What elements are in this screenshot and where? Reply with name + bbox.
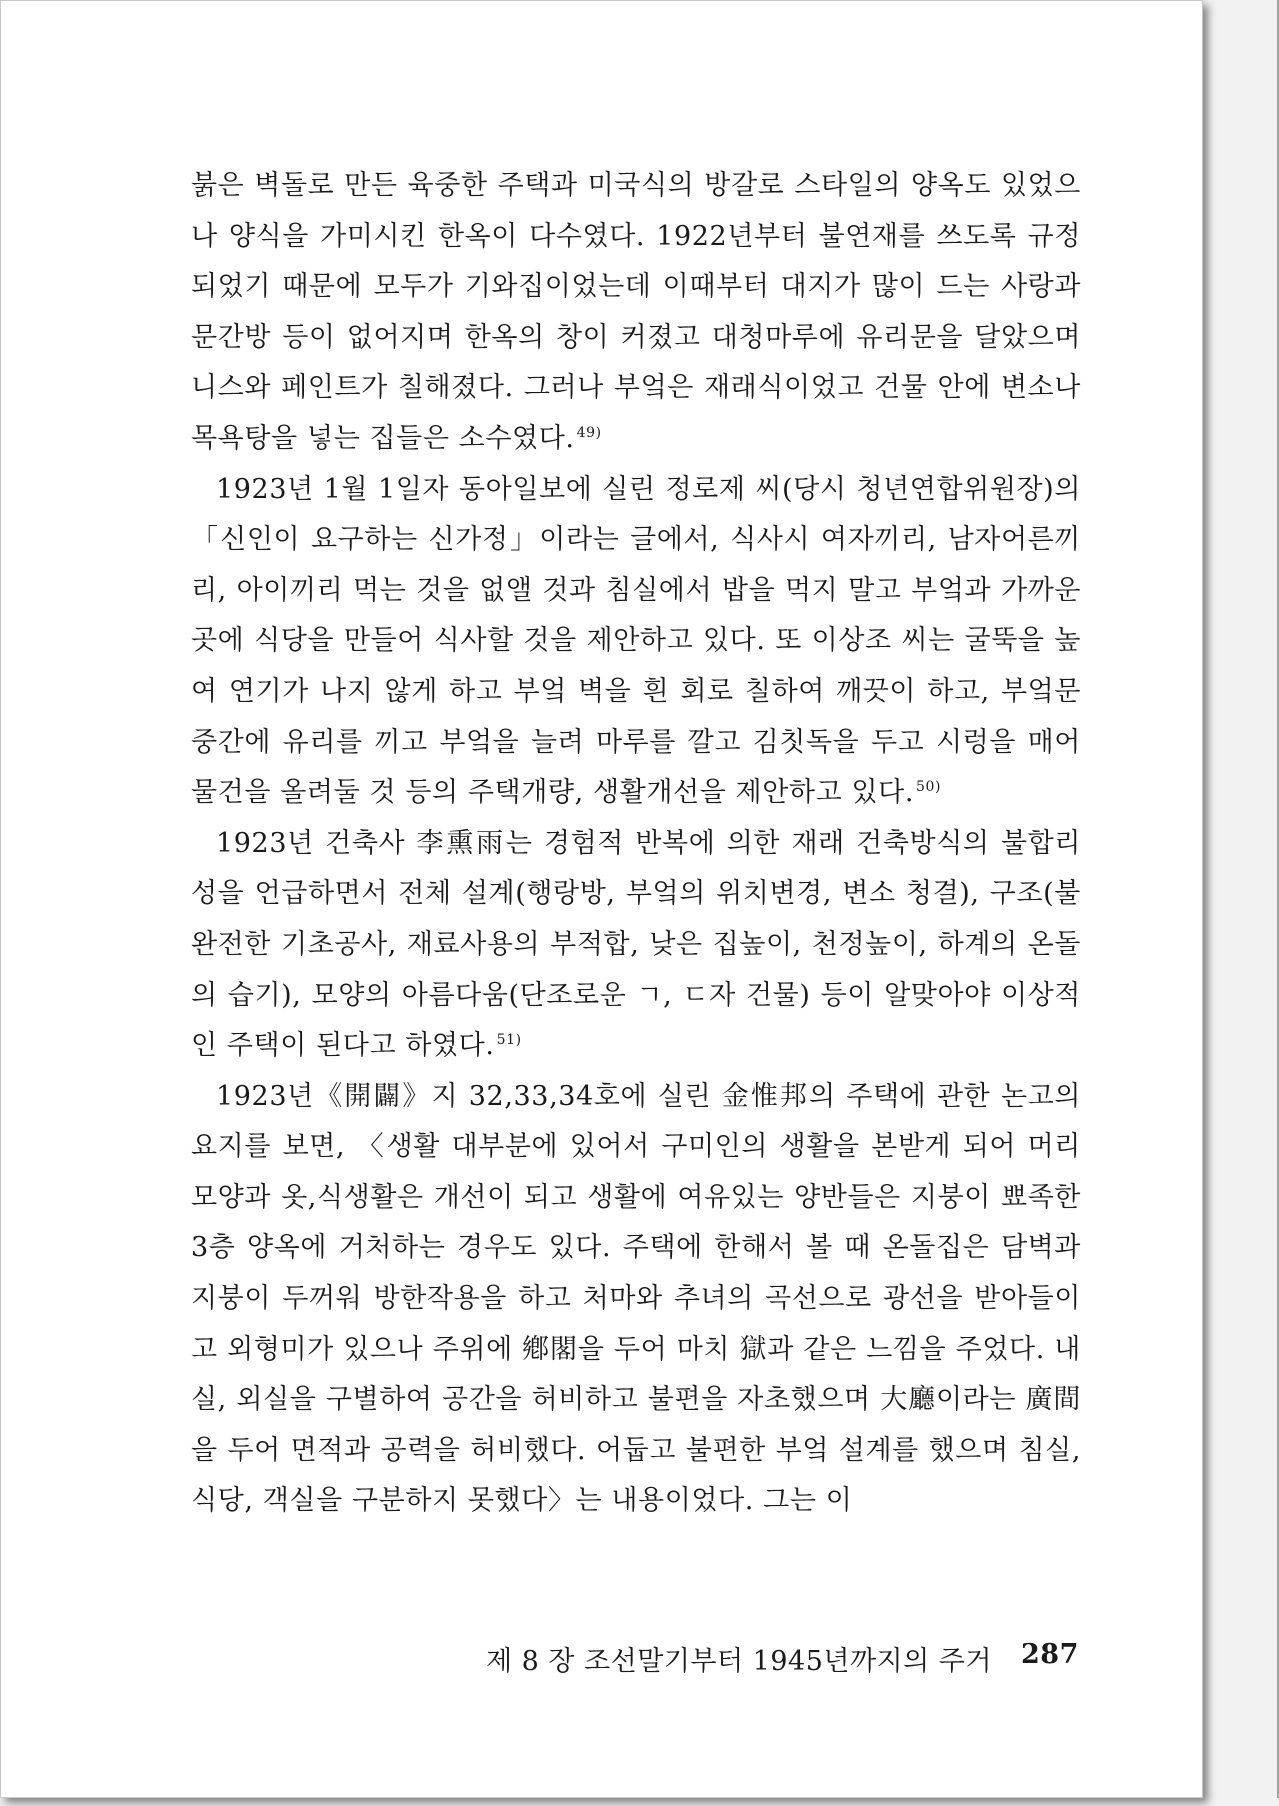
body-text [191, 161, 1081, 1527]
paragraph-4 [191, 1072, 1081, 1527]
running-footer [486, 1639, 1086, 1679]
page-number: 287 [1021, 1639, 1079, 1670]
paragraph-2 [191, 465, 1081, 819]
chapter-title: 제 8 장 조선말기부터 1945년까지의 주거 [486, 1646, 992, 1677]
paragraph-3 [191, 819, 1081, 1072]
paragraph-4-text: 1923년《開闢》지 32,33,34호에 실린 金惟邦의 주택에 관한 논고의 요지를 보면, 〈생활 대부분에 있어서 구미인의 생활을 본받게 되어 머리모양과 옷,식생활은 개선이 되고 생활에 여유있는 양반들은 지붕이 뾰족한 3층 양옥에 거처하는 경우도 있다. 주택에 한해서 볼 때 온돌집은 담벽과 지붕이 두꺼워 방한작용을 하고 처마와 추녀의 곡선으로 광선을 받아들이고 외형미가 있으나 주위에 鄕閣을 두어 마치 獄과 같은 느낌을 주었다. 내실, 외실을 구별하여 공간을 허비하고 불편을 자초했으며 大廳이라는 廣間을 두어 면적과 공력을 허비했다. 어둡고 불편한 부엌 설계를 했으며 침실, 식당, 객실을 구분하지 못했다〉는 내용이었다. 그는 이 [191, 1080, 1081, 1517]
paragraph-1 [191, 161, 1081, 465]
paragraph-1-text: 붉은 벽돌로 만든 육중한 주택과 미국식의 방갈로 스타일의 양옥도 있었으나 양식을 가미시킨 한옥이 다수였다. 1922년부터 불연재를 쓰도록 규정되었기 때문에 모두가 기와집이었는데 이때부터 대지가 많이 드는 사랑과 문간방 등이 없어지며 한옥의 창이 커졌고 대청마루에 유리문을 달았으며 니스와 페인트가 칠해졌다. 그러나 부엌은 재래식이었고 건물 안에 변소나 목욕탕을 넣는 집들은 소수였다. [191, 170, 1081, 454]
paragraph-3-text: 1923년 건축사 李熏雨는 경험적 반복에 의한 재래 건축방식의 불합리성을 언급하면서 전체 설계(행랑방, 부엌의 위치변경, 변소 청결), 구조(불완전한 기초공사, 재료사용의 부적합, 낮은 집높이, 천정높이, 하계의 온돌의 습기), 모양의 아름다움(단조로운 ㄱ, ㄷ자 건물) 등이 알맞아야 이상적인 주택이 된다고 하였다. [191, 827, 1081, 1062]
paragraph-2-text: 1923년 1월 1일자 동아일보에 실린 정로제 씨(당시 청년연합위원장)의 「신인이 요구하는 신가정」이라는 글에서, 식사시 여자끼리, 남자어른끼리, 아이끼리 먹는 것을 없앨 것과 침실에서 밥을 먹지 말고 부엌과 가까운 곳에 식당을 만들어 식사할 것을 제안하고 있다. 또 이상조 씨는 굴뚝을 높여 연기가 나지 않게 하고 부엌 벽을 흰 회로 칠하여 깨끗이 하고, 부엌문 중간에 유리를 끼고 부엌을 늘려 마루를 깔고 김칫독을 두고 시렁을 매어 물건을 올려둘 것 등의 주택개량, 생활개선을 제안하고 있다. [191, 473, 1081, 809]
footnote-marker-50: 50) [916, 779, 942, 796]
footnote-marker-49: 49) [576, 424, 602, 441]
footnote-marker-51: 51) [496, 1032, 522, 1049]
